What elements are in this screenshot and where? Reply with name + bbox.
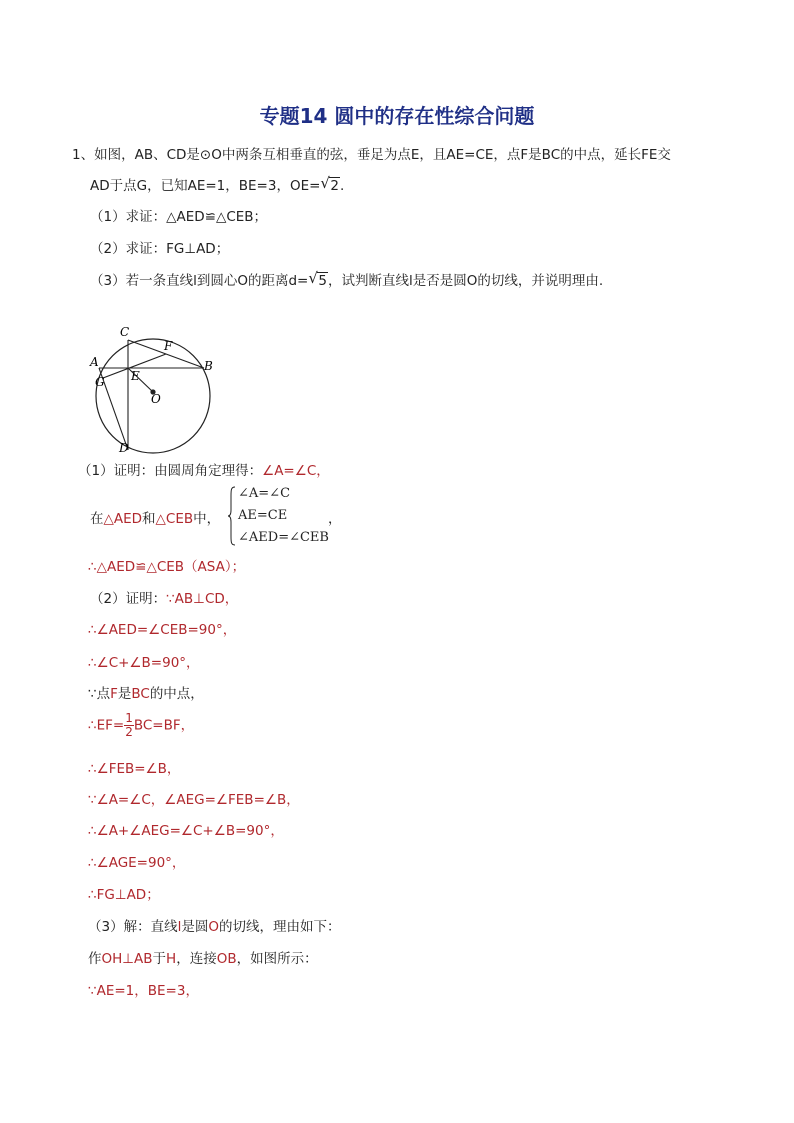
problem-text-2b: . [340, 178, 345, 194]
system-comma: ， [328, 511, 342, 527]
label-d: D [119, 441, 129, 455]
solution-line-9: ∴∠FEB=∠B， [88, 761, 181, 777]
solution-line-3: ∴△AED≌△CEB（ASA）； [88, 559, 246, 575]
system-line-3: ∠AED=∠CEB [238, 530, 329, 545]
solution-8-a: ∴EF= [88, 717, 125, 734]
solution-14-l: l [177, 919, 182, 935]
solution-4-red: ∵AB⊥CD， [166, 591, 239, 607]
solution-7-b: 是 [117, 686, 132, 702]
solution-line-8 [88, 712, 194, 739]
solution-line-12: ∴∠AGE=90°， [88, 855, 186, 871]
solution-line-16: ∵AE=1，BE=3， [88, 983, 199, 999]
problem-number: 1、 [72, 147, 95, 163]
solution-line-5: ∴∠AED=∠CEB=90°， [88, 622, 237, 638]
fraction-denominator: 2 [125, 725, 133, 739]
question-1: （1）求证：△AED≌△CEB； [90, 209, 268, 225]
solution-15-b: 于 [152, 951, 167, 967]
solution-line-2 [90, 510, 220, 528]
problem-line-2 [90, 174, 345, 195]
solution-14-a: （3）解：直线 [88, 919, 178, 935]
question-2: （2）求证：FG⊥AD； [90, 241, 230, 257]
label-a: A [90, 355, 99, 369]
solution-15-red1: OH⊥AB [101, 951, 153, 967]
solution-2-red2: △CEB [155, 511, 194, 527]
system-line-1: ∠A=∠C [238, 486, 291, 501]
left-brace-icon [228, 486, 236, 546]
question-3-text-a: （3）若一条直线l到圆心O的距离d= [90, 273, 309, 289]
solution-7-f: F [110, 686, 118, 702]
page-title: 专题14 圆中的存在性综合问题 [259, 104, 535, 128]
solution-7-bc: BC [131, 686, 150, 702]
solution-2-c: 中， [193, 511, 221, 527]
solution-4-head: （2）证明： [90, 591, 167, 607]
label-b: B [204, 359, 213, 373]
label-g: G [95, 375, 105, 389]
solution-line-14 [88, 918, 341, 936]
solution-1-red: ∠A=∠C， [262, 463, 330, 479]
solution-line-1 [78, 462, 330, 480]
solution-2-red1: △AED [103, 511, 143, 527]
solution-line-13: ∴FG⊥AD； [88, 887, 160, 903]
problem-line-1 [72, 146, 671, 164]
sqrt-2-value: 2 [330, 178, 340, 194]
solution-14-b: 是圆 [181, 919, 209, 935]
solution-8-b: BC=BF， [133, 717, 195, 734]
sqrt-symbol: √ 5 [308, 269, 327, 289]
solution-15-d: ，如图所示： [236, 951, 318, 967]
problem-text-1: 如图，AB、CD是⊙O中两条互相垂直的弦，垂足为点E，且AE=CE，点F是BC的中点，延长FE交 [94, 147, 671, 163]
fraction-half [124, 712, 134, 739]
solution-2-a: 在 [90, 511, 104, 527]
solution-line-4 [90, 590, 238, 608]
solution-14-c: 的切线，理由如下： [219, 919, 341, 935]
solution-line-7 [88, 685, 204, 703]
circle-figure [80, 320, 230, 460]
sqrt-symbol: √ 2 [320, 174, 340, 194]
fraction-numerator: 1 [125, 711, 133, 725]
solution-15-c: ，连接 [176, 951, 217, 967]
solution-1-head: （1）证明：由圆周角定理得： [78, 463, 263, 479]
solution-line-10: ∵∠A=∠C，∠AEG=∠FEB=∠B， [88, 792, 300, 808]
solution-15-h: H [166, 951, 177, 967]
sqrt-5-value: 5 [318, 273, 327, 289]
solution-7-a: ∵点 [88, 686, 111, 702]
solution-line-15 [88, 950, 318, 968]
solution-15-ob: OB [216, 951, 237, 967]
problem-text-2a: AD于点G，已知AE=1，BE=3，OE= [90, 178, 321, 194]
solution-14-o: O [208, 919, 219, 935]
system-line-2: AE=CE [238, 508, 288, 523]
solution-line-6: ∴∠C+∠B=90°， [88, 655, 200, 671]
solution-7-c: 的中点， [149, 686, 204, 702]
solution-2-b: 和 [142, 511, 156, 527]
question-3 [90, 269, 604, 290]
label-e: E [131, 369, 140, 383]
label-c: C [120, 325, 130, 339]
solution-line-11: ∴∠A+∠AEG=∠C+∠B=90°， [88, 823, 284, 839]
question-3-text-b: ，试判断直线l是否是圆O的切线，并说明理由. [327, 273, 604, 289]
label-f: F [164, 339, 173, 353]
solution-15-a: 作 [88, 951, 102, 967]
label-o: O [151, 392, 161, 406]
